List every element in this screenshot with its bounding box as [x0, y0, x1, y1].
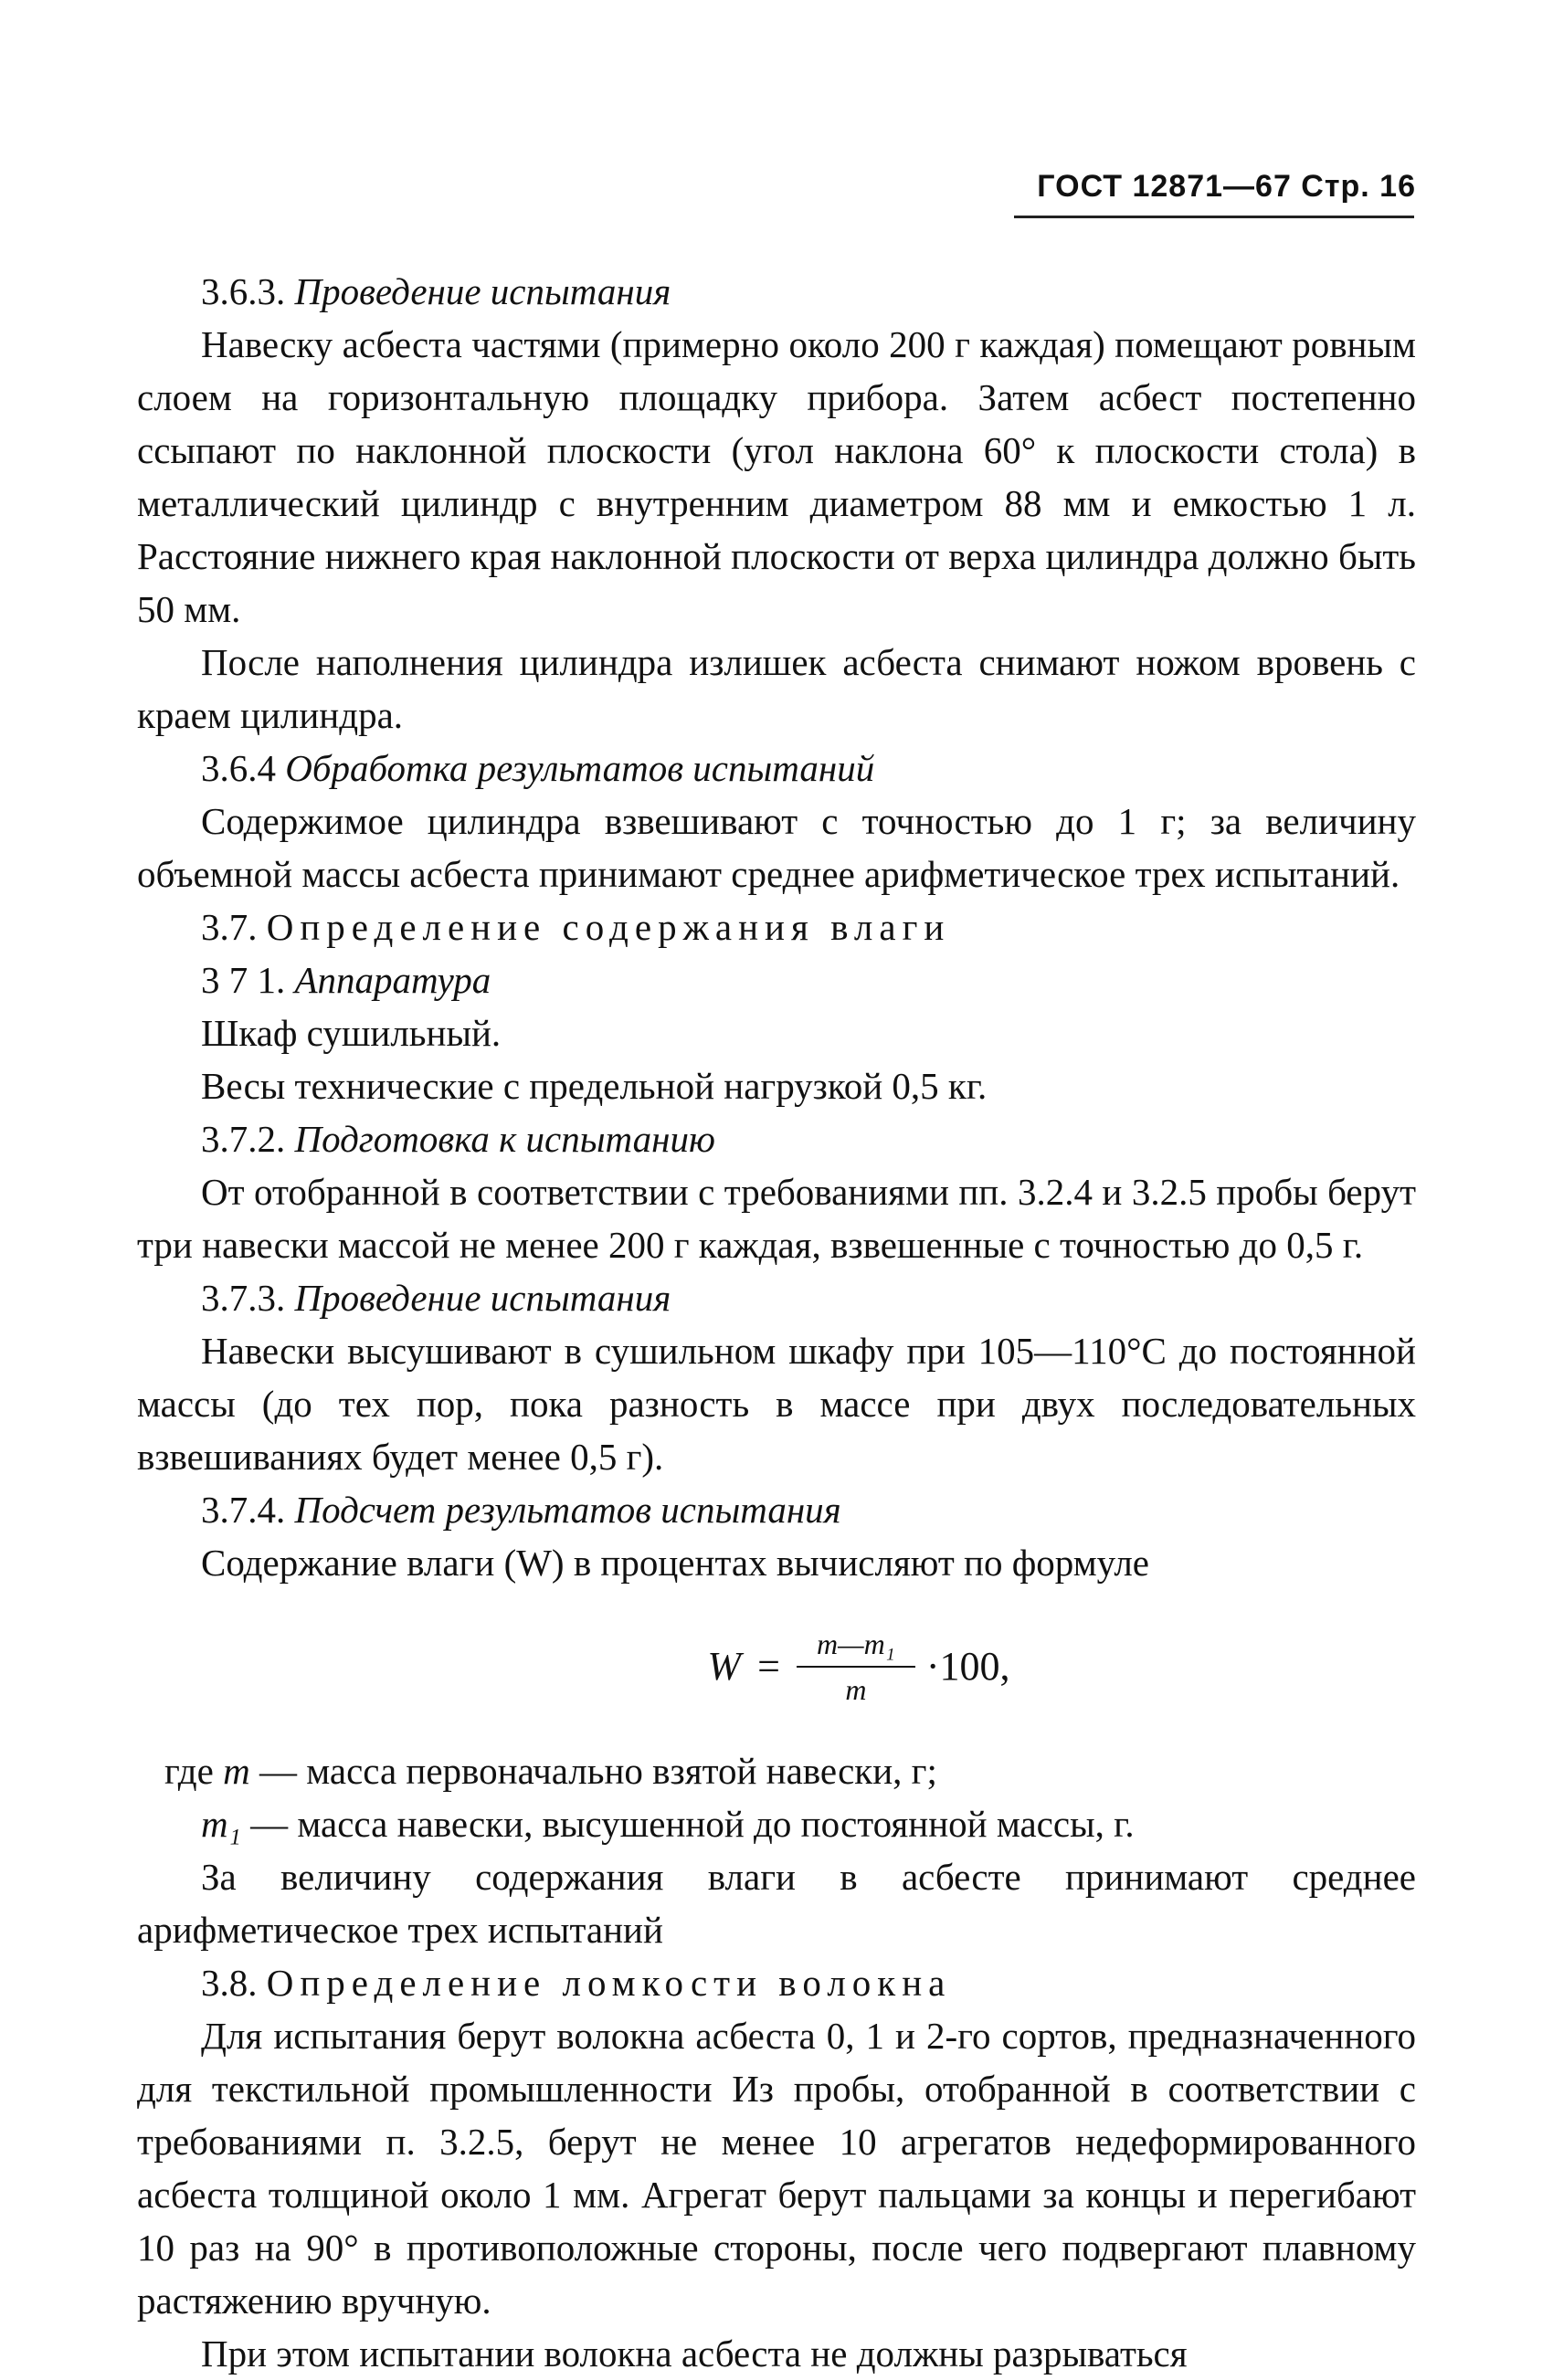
formula-equals: = — [757, 1644, 780, 1689]
formula-where-line-2 — [137, 1797, 1416, 1850]
section-3-6-3-to-3-7-4 — [137, 265, 1416, 1589]
subsection-title: Аппаратура — [294, 959, 491, 1001]
document-body — [137, 265, 1416, 2380]
subsection-title: Подсчет результатов испытания — [294, 1489, 841, 1531]
section-number: 3.7.3. — [201, 1277, 286, 1319]
section-number: 3.8. — [201, 1962, 258, 2004]
section-number: 3.6.4 — [201, 747, 276, 789]
section-number: 3.7. — [201, 906, 258, 948]
paragraph: От отобранной в соответствии с требованиями пп. 3.2.4 и 3.2.5 пробы берут три навески массой не менее 200 г каждая, взвешенные с точностью до 0,5 г. — [137, 1171, 1416, 1266]
paragraph: Для испытания берут волокна асбеста 0, 1 и 2-го сортов, предназначенного для текстильной промышленности Из пробы, отобранной в соответствии с требованиями п. 3.2.5, берут не менее 10 агрегатов недеформированного асбеста толщиной около 1 мм. Агрегат берут пальцами за концы и перегибают 10 раз на 90° в противоположные стороны, после чего подвергают плавному растяжению вручную. — [137, 2015, 1416, 2322]
section-heading — [137, 1271, 1416, 1324]
where-lead: где — [164, 1750, 214, 1792]
paragraph: При этом испытании волокна асбеста не должны разрываться — [201, 2333, 1188, 2375]
paragraph: За величину содержания влаги в асбесте принимают среднее арифметическое трех испытаний — [137, 1856, 1416, 1951]
section-heading — [137, 1112, 1416, 1165]
paragraph: Весы технические с предельной нагрузкой 0,5 кг. — [201, 1065, 988, 1107]
paragraph: Содержание влаги (W) в процентах вычисляют по формуле — [201, 1542, 1149, 1584]
paragraph: После наполнения цилиндра излишек асбеста снимают ножом вровень с краем цилиндра. — [137, 641, 1416, 736]
section-heading — [137, 953, 1416, 1006]
section-title: Определение ломкости волокна — [266, 1962, 952, 2004]
formula-numerator: m—m₁ — [817, 1627, 895, 1660]
where-text-m1: — масса навески, высушенной до постоянной массы, г. — [250, 1803, 1135, 1845]
formula-lhs: W — [707, 1644, 742, 1689]
paragraph: Содержимое цилиндра взвешивают с точностью до 1 г; за величину объемной массы асбеста принимают среднее арифметическое трех испытаний. — [137, 800, 1416, 895]
paragraph: Шкаф сушильный. — [201, 1012, 502, 1054]
section-number: 3.7.4. — [201, 1489, 286, 1531]
section-heading — [137, 742, 1416, 795]
subsection-title: Подготовка к испытанию — [294, 1118, 715, 1160]
section-heading — [137, 1483, 1416, 1536]
section-number: 3.7.2. — [201, 1118, 286, 1160]
paragraph: Навески высушивают в сушильном шкафу при 105—110°С до постоянной массы (до тех пор, пока разность в массе при двух последовательных взвешиваниях будет менее 0,5 г). — [137, 1330, 1416, 1478]
formula-fraction — [797, 1626, 915, 1708]
moisture-formula — [301, 1589, 1416, 1744]
formula-where-line-1 — [137, 1744, 1416, 1797]
where-text-m: — масса первоначально взятой навески, г; — [259, 1750, 937, 1792]
paragraph: Навеску асбеста частями (примерно около 200 г каждая) помещают ровным слоем на горизонтальную площадку прибора. Затем асбест постепенно ссыпают по наклонной плоскости (угол наклона 60° к плоскости стола) в металлический цилиндр с внутренним диаметром 88 мм и емкостью 1 л. Расстояние нижнего края наклонной плоскости от верха цилиндра должно быть 50 мм. — [137, 323, 1416, 630]
page-header: ГОСТ 12871—67 Стр. 16 — [1037, 169, 1416, 204]
subsection-title: Проведение испытания — [294, 270, 671, 312]
section-3-8 — [137, 1850, 1416, 2380]
where-variable-m: m — [223, 1750, 250, 1792]
section-heading — [137, 1956, 1416, 2009]
section-number: 3.6.3. — [201, 270, 286, 312]
section-heading — [137, 900, 1416, 953]
header-rule — [1014, 216, 1414, 218]
fraction-bar — [797, 1666, 915, 1668]
subsection-title: Обработка результатов испытаний — [285, 747, 875, 789]
formula-denominator: m — [845, 1673, 867, 1706]
section-heading — [137, 265, 1416, 318]
formula-rhs: ·100, — [925, 1644, 1010, 1689]
subsection-title: Проведение испытания — [294, 1277, 671, 1319]
where-variable-m1: m₁ — [201, 1803, 241, 1845]
section-title: Определение содержания влаги — [266, 906, 951, 948]
section-number: 3 7 1. — [201, 959, 286, 1001]
